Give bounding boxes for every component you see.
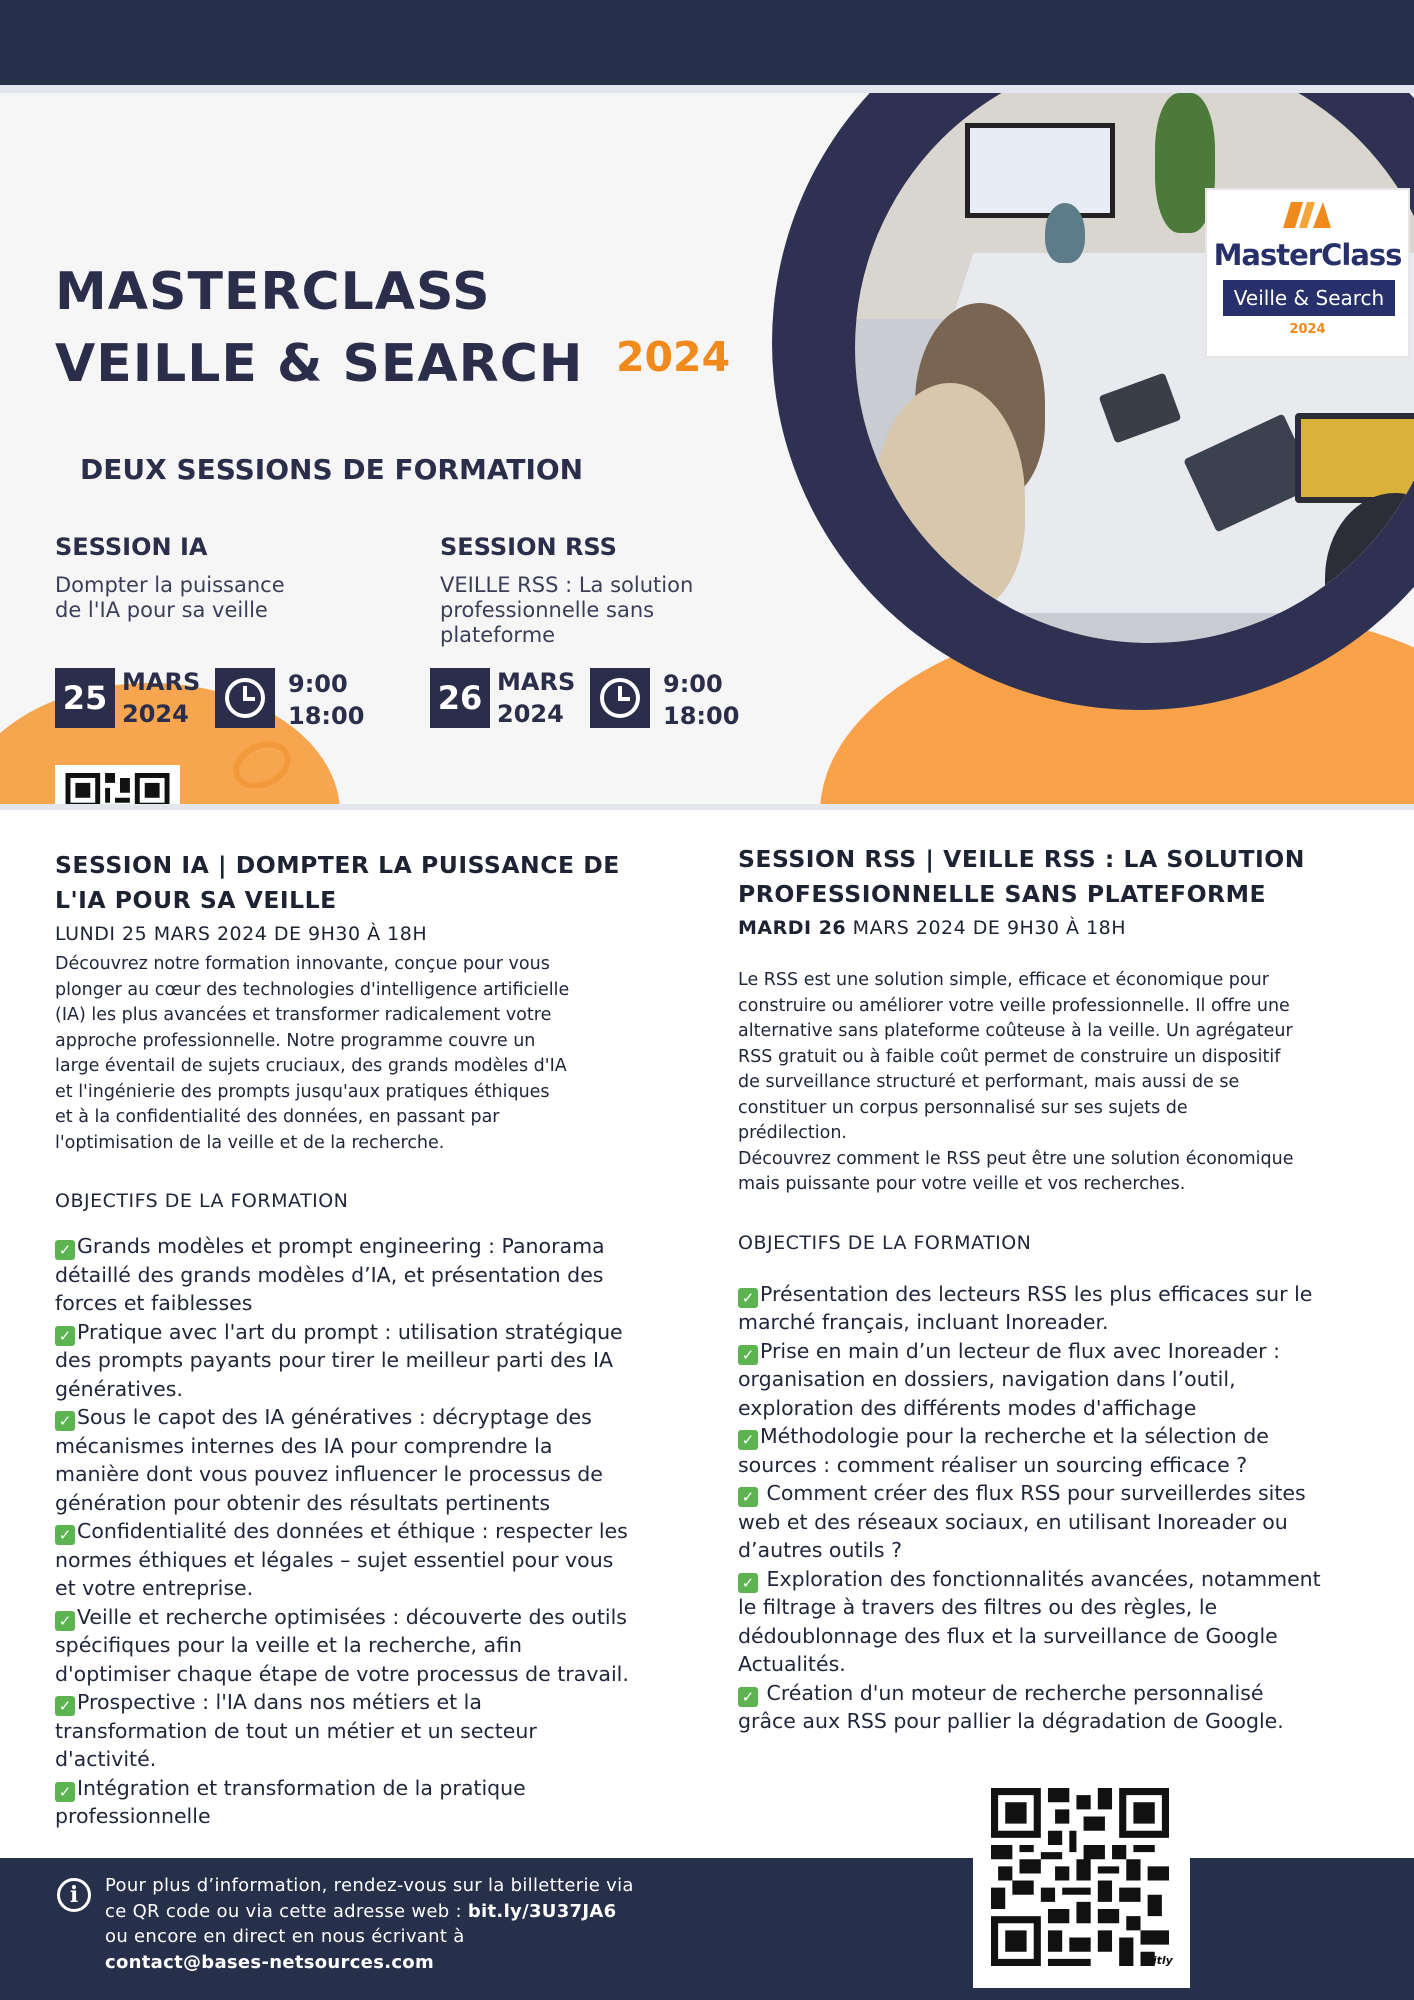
banner-subtitle: DEUX SESSIONS DE FORMATION [80, 453, 584, 486]
objective-item: ✓ Exploration des fonctionnalités avancées, notamment le filtrage à travers des filtres ou des règles, le dédoublonnage des flux et la surveillance de Google Actualités. [738, 1566, 1321, 1676]
check-icon: ✓ [55, 1326, 75, 1346]
logo-title: MasterClass [1213, 238, 1402, 272]
objective-item: ✓ Méthodologie pour la recherche et la sélection de sources : comment réaliser un sourcing efficace ? [738, 1424, 1269, 1477]
check-icon: ✓ [738, 1687, 758, 1707]
footer-info-text: Pour plus d’information, rendez-vous sur la billetterie via ce QR code ou via cette adresse web : bit.ly/3U37JA6 ou encore en direct en nous écrivant à contact@bases-netsources.com [105, 1875, 634, 1973]
check-icon: ✓ [55, 1240, 75, 1260]
intro-line: et à la confidentialité des données, en passant par [55, 1107, 500, 1127]
session-rss-column [738, 845, 1378, 1736]
objective-item: ✓ Sous le capot des IA génératives : décryptage des mécanismes internes des IA pour comprendre la manière dont vous pouvez influencer le processus de génération pour obtenir des résultats pertinents [55, 1405, 603, 1515]
intro-line: construire ou améliorer votre veille professionnelle. Il offre une [738, 995, 1290, 1016]
banner-year: 2024 [616, 333, 731, 381]
check-icon: ✓ [738, 1288, 758, 1308]
logo-subtitle: Veille & Search [1223, 280, 1395, 316]
masterclass-logo [1205, 188, 1410, 358]
objective-item: ✓ Veille et recherche optimisées : découverte des outils spécifiques pour la veille et la recherche, afin d'optimiser chaque étape de votre processus de travail. [55, 1604, 629, 1686]
session-ia-heading: SESSION IA [55, 533, 208, 561]
session-ia-column [55, 848, 685, 1831]
event-banner [0, 85, 1414, 810]
info-icon: i [57, 1878, 91, 1912]
intro-line: constituer un corpus personnalisé sur ses sujets de [738, 1097, 1188, 1118]
intro-line: l'optimisation de la veille et de la recherche. [55, 1132, 445, 1153]
classroom-photo [855, 85, 1414, 643]
intro-line: approche professionnelle. Notre programme couvre un [55, 1030, 536, 1051]
session-rss-objectives [738, 1280, 1378, 1736]
session-rss-month-year: MARS 2024 [497, 668, 576, 728]
banner-title [55, 256, 583, 400]
check-icon: ✓ [55, 1411, 75, 1431]
intro-line: Découvrez comment le RSS peut être une solution économique [738, 1148, 1294, 1169]
contact-email-link[interactable]: contact@bases-netsources.com [105, 1951, 435, 1973]
intro-line: Découvrez notre formation innovante, conçue pour vous [55, 954, 550, 974]
objective-item: ✓ Prise en main d’un lecteur de flux avec Inoreader : organisation en dossiers, navigation dans l’outil, exploration des différents modes d'affichage [738, 1338, 1280, 1420]
check-icon: ✓ [738, 1430, 758, 1450]
objective-item: ✓ Confidentialité des données et éthique : respecter les normes éthiques et légales – sujet essentiel pour vous et votre entreprise. [55, 1519, 628, 1600]
top-bar [0, 0, 1414, 85]
qr-code-icon [63, 773, 172, 810]
intro-line: alternative sans plateforme coûteuse à la veille. Un agrégateur [738, 1021, 1293, 1041]
session-ia-date: LUNDI 25 MARS 2024 DE 9H30 À 18H [55, 923, 428, 945]
objective-item: ✓ Prospective : l'IA dans nos métiers et la transformation de tout un métier et un secteur d'activité. [55, 1690, 537, 1771]
check-icon: ✓ [738, 1487, 758, 1507]
check-icon: ✓ [55, 1525, 75, 1545]
objective-item: ✓ Intégration et transformation de la pratique professionnelle [55, 1775, 526, 1828]
session-ia-objectives [55, 1232, 685, 1831]
qr-code-icon [991, 1788, 1169, 1966]
session-rss-day: 26 [430, 668, 490, 728]
session-rss-title: SESSION RSS | VEILLE RSS : LA SOLUTION PROFESSIONNELLE SANS PLATEFORME [738, 845, 1305, 908]
check-icon: ✓ [738, 1573, 758, 1593]
session-ia-objectives-title: OBJECTIFS DE LA FORMATION [55, 1190, 349, 1212]
session-ia-title: SESSION IA | DOMPTER LA PUISSANCE DE L'IA POUR SA VEILLE [55, 851, 620, 914]
logo-year: 2024 [1289, 322, 1326, 337]
intro-line: plonger au cœur des technologies d'intelligence artificielle [55, 979, 570, 1000]
check-icon: ✓ [55, 1696, 75, 1716]
session-ia-intro [55, 952, 685, 1156]
session-rss-heading: SESSION RSS [440, 533, 617, 561]
clock-icon [215, 668, 275, 728]
intro-line: RSS gratuit ou à faible coût permet de construire un dispositif [738, 1046, 1281, 1067]
banner-title-line2: VEILLE & SEARCH [55, 334, 584, 394]
check-icon: ✓ [55, 1611, 75, 1631]
session-ia-time: 9:00 18:00 [288, 670, 365, 730]
intro-line: Le RSS est une solution simple, efficace et économique pour [738, 970, 1269, 990]
session-ia-text: Dompter la puissance de l'IA pour sa veille [55, 573, 285, 622]
banner-title-line1: MASTERCLASS [55, 262, 491, 322]
objective-item: ✓ Présentation des lecteurs RSS les plus efficaces sur le marché français, incluant Inoreader. [738, 1281, 1313, 1334]
session-rss-objectives-title: OBJECTIFS DE LA FORMATION [738, 1231, 1032, 1254]
intro-line: (IA) les plus avancées et transformer radicalement votre [55, 1005, 552, 1025]
session-rss-intro [738, 968, 1378, 1198]
check-icon: ✓ [55, 1782, 75, 1802]
banner-qr-code[interactable] [55, 765, 180, 810]
session-rss-text: VEILLE RSS : La solution professionnelle sans plateforme [440, 573, 694, 647]
intro-line: et l'ingénierie des prompts jusqu'aux pratiques éthiques [55, 1081, 550, 1102]
check-icon: ✓ [738, 1345, 758, 1365]
ticket-link[interactable]: bit.ly/3U37JA6 [467, 1900, 617, 1922]
intro-line: mais puissante pour votre veille et vos recherches. [738, 1174, 1186, 1194]
intro-line: large éventail de sujets cruciaux, des grands modèles d'IA [55, 1056, 567, 1076]
session-ia-day: 25 [55, 668, 115, 728]
clock-icon [590, 668, 650, 728]
ticket-qr-code[interactable] [973, 1774, 1190, 1988]
intro-line: prédilection. [738, 1123, 847, 1143]
objective-item: ✓ Pratique avec l'art du prompt : utilisation stratégique des prompts payants pour tirer le meilleur parti des IA génératives. [55, 1319, 623, 1401]
objective-item: ✓ Création d'un moteur de recherche personnalisé grâce aux RSS pour pallier la dégradation de Google. [738, 1680, 1284, 1733]
intro-line: de surveillance structuré et performant, mais aussi de se [738, 1072, 1240, 1092]
footer [0, 1858, 1414, 2000]
bitly-label: bitly [1145, 1954, 1173, 1967]
fla-logo-icon [1277, 198, 1337, 230]
session-rss-time: 9:00 18:00 [663, 670, 740, 730]
session-ia-month-year: MARS 2024 [122, 668, 201, 728]
objective-item: ✓ Comment créer des flux RSS pour surveillerdes sites web et des réseaux sociaux, en utilisant Inoreader ou d’autres outils ? [738, 1481, 1306, 1562]
session-rss-date: MARDI 26 MARS 2024 DE 9H30 À 18H [738, 917, 1127, 939]
objective-item: ✓ Grands modèles et prompt engineering : Panorama détaillé des grands modèles d’IA, et présentation des forces et faiblesses [55, 1234, 605, 1315]
